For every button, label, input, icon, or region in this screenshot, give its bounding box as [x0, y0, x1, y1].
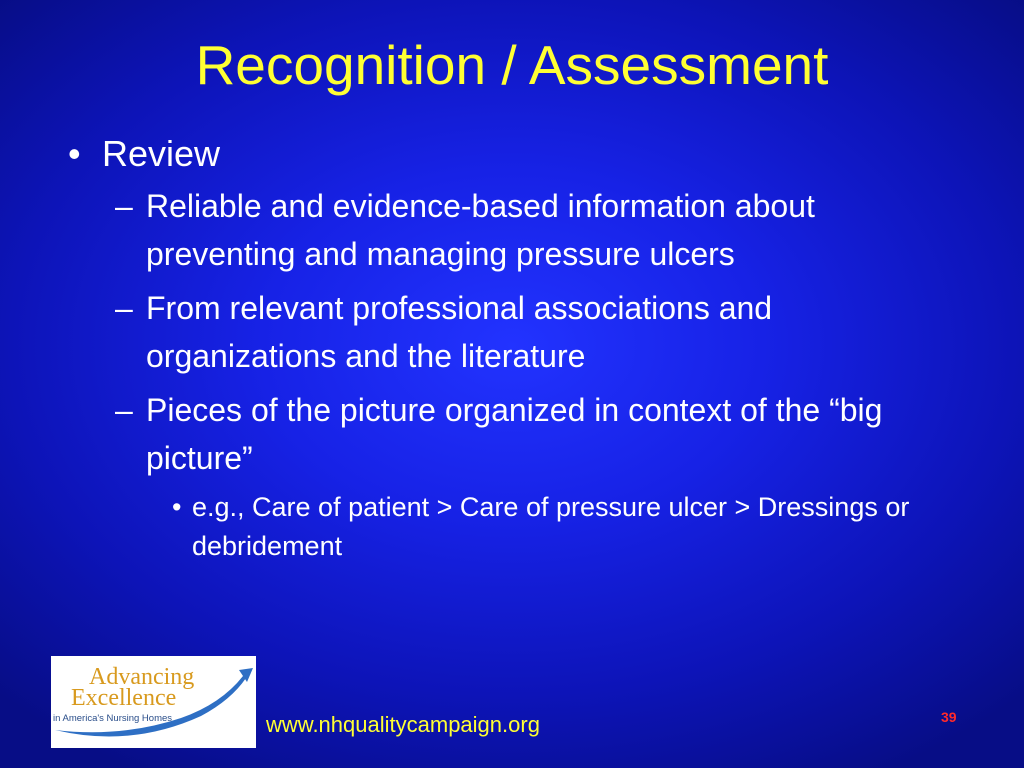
slide-title: Recognition / Assessment	[195, 34, 829, 96]
dash-marker: –	[115, 290, 133, 326]
subbullet-big-picture	[115, 386, 960, 482]
bullet-marker: •	[172, 492, 182, 522]
subbullet-text: From relevant professional associations and organizations and the literature	[146, 290, 773, 374]
subsubbullet-example	[172, 488, 960, 566]
subsubbullet-text: e.g., Care of patient > Care of pressure ulcer > Dressings or debridement	[192, 492, 910, 561]
page-number: 39	[941, 709, 957, 725]
logo-tagline: in America's Nursing Homes	[53, 713, 173, 724]
slide-content	[60, 130, 960, 566]
bullet-review	[60, 130, 960, 178]
dash-marker: –	[115, 392, 133, 428]
logo-text-advancing: Advancing	[89, 664, 195, 690]
subbullet-text: Reliable and evidence-based information about preventing and managing pressure ulcers	[146, 188, 815, 272]
subbullet-sources	[115, 284, 960, 380]
dash-marker: –	[115, 188, 133, 224]
footer-url: www.nhqualitycampaign.org	[266, 712, 540, 737]
logo-text-excellence: Excellence	[71, 685, 177, 711]
subbullet-text: Pieces of the picture organized in context of the “big picture”	[146, 392, 883, 476]
advancing-excellence-logo	[51, 656, 256, 748]
bullet-marker: •	[68, 133, 81, 174]
subbullet-reliable-info	[115, 182, 960, 278]
bullet-text: Review	[102, 133, 221, 174]
